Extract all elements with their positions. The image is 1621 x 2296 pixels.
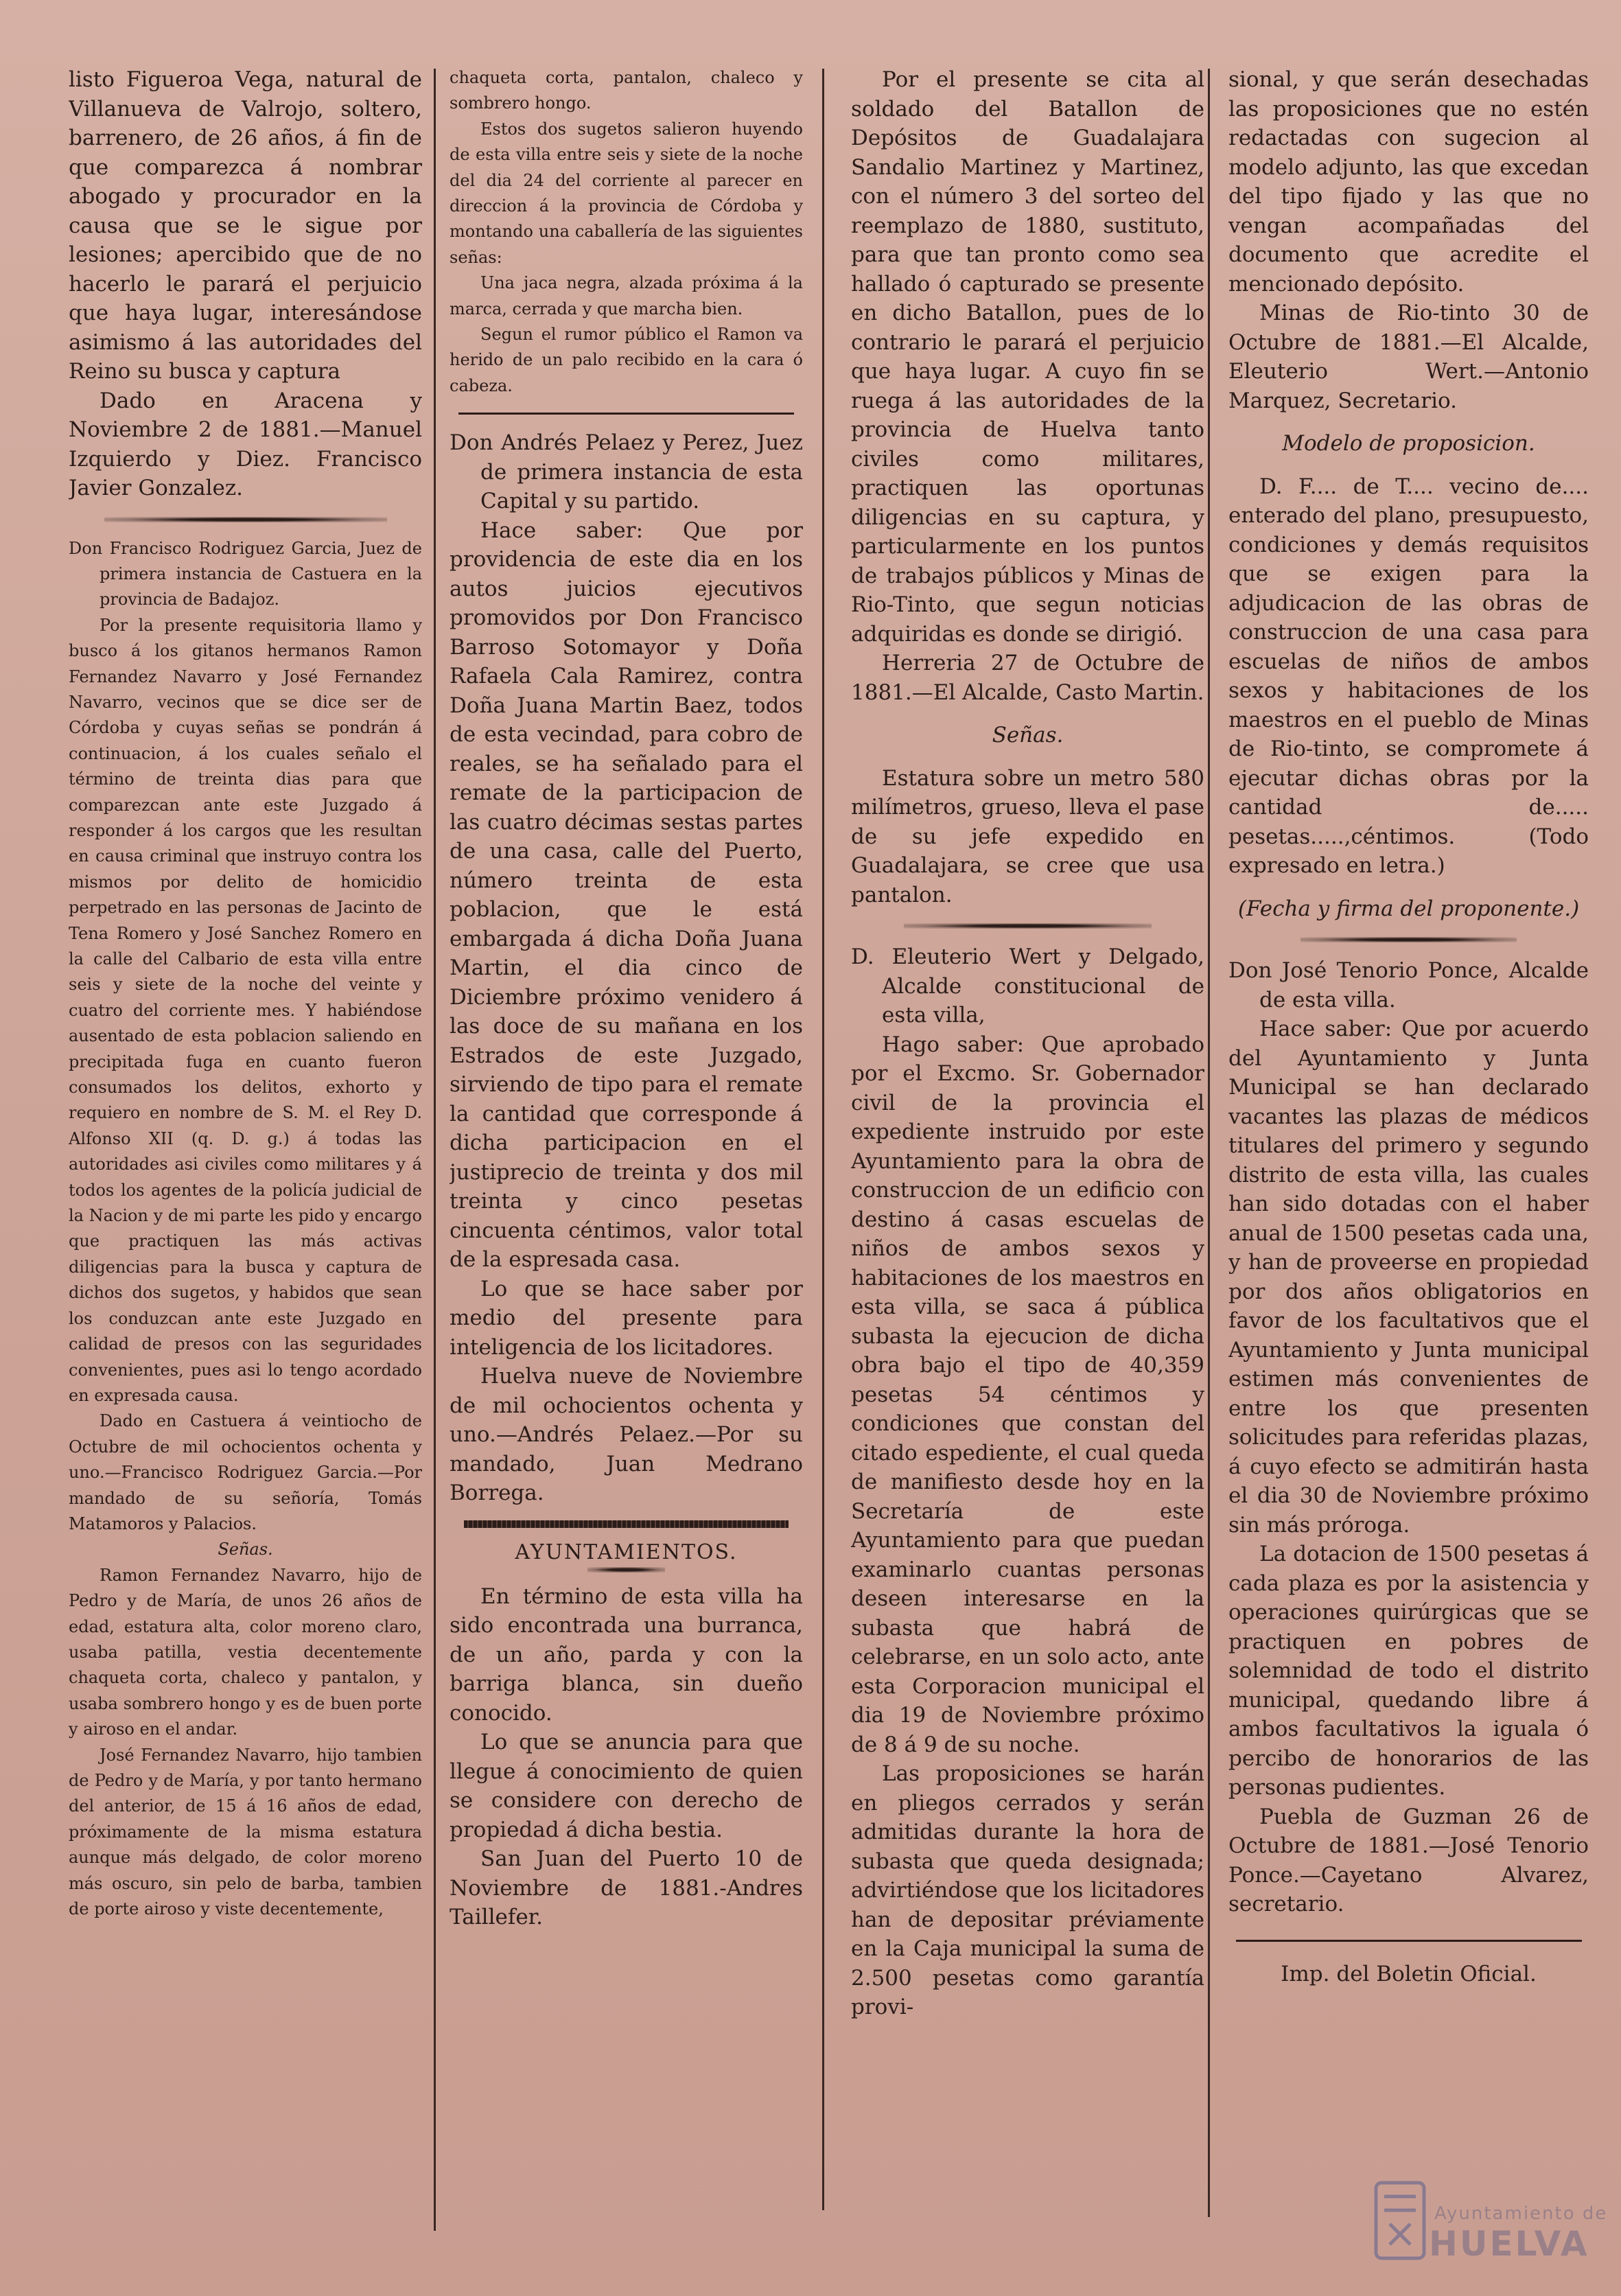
column-2 [450, 65, 803, 1932]
c2-clothing-end: chaqueta corta, pantalon, chaleco y sombrero hongo. [450, 68, 803, 113]
c3-hago-saber: Hago saber: Que aprobado por el Excmo. Sr. Gobernador civil de la provincia el expediente instruido por este Ayuntamiento para la obra de construccion de un edificio con destino á casas escuelas de niños de ambos sexos y habitaciones de los maestros en esta villa, se saca á pública subasta la ejecucion de dicha obra bajo el tipo de 40,359 pesetas 54 céntimos y condiciones que constan del citado espediente, el cual queda de manifiesto desde hoy en la Secretaría de este Ayuntamiento para que puedan examinarlo cuantas personas deseen interesarse en la subasta que habrá de celebrarse, en un solo acto, ante esta Corporacion municipal el dia 19 de Noviembre próximo de 8 á 9 de su noche. [851, 1032, 1204, 1757]
c3-cita-soldado: Por el presente se cita al soldado del Batallon de Depósitos de Guadalajara Sandalio Martinez y Martinez, con el número 3 del sorteo del reemplazo de 1880, sustituto, para que tan pronto como sea hallado ó capturado se presente en dicho Batallon, pues de lo contrario le parará el perjuicio que haya lugar. A cuyo fin se ruega á las autoridades de la provincia de Huelva tanto civiles como militares, practiquen las oportunas diligencias en su captura, y particularmente en los puntos de trabajos públicos y Minas de Rio-Tinto, que segun noticias adquiridas es donde se dirigió. [851, 67, 1204, 647]
c3-senas-body: Estatura sobre un metro 580 milímetros, grueso, lleva el pase de su jefe expedido en Guadalajara, se cree que usa pantalon. [851, 765, 1204, 907]
c3-alcalde-heading: D. Eleuterio Wert y Delgado, Alcalde constitucional de esta villa, [851, 944, 1204, 1028]
c3-dated: Herreria 27 de Octubre de 1881.—El Alcalde, Casto Martin. [851, 651, 1204, 705]
c1-divider [104, 517, 387, 522]
c2-divider-2 [464, 1520, 789, 1528]
c4-divider-2 [1236, 1940, 1582, 1942]
column-rule-3 [1208, 69, 1210, 2217]
c4-fecha-firma: (Fecha y firma del proponente.) [1237, 896, 1580, 921]
c4-dated: Minas de Rio-tinto 30 de Octubre de 1881.—El Alcalde, Eleuterio Wert.—Antonio Marquez, Secretario. [1228, 301, 1589, 413]
column-rule-1 [434, 69, 436, 2231]
column-3 [851, 65, 1204, 2022]
column-rule-2 [822, 69, 824, 2210]
column-4 [1228, 65, 1589, 1988]
c4-dated-2: Puebla de Guzman 26 de Octubre de 1881.—José Tenorio Ponce.—Cayetano Alvarez, secretario. [1228, 1804, 1589, 1916]
c4-hace-saber: Hace saber: Que por acuerdo del Ayuntamiento y Junta Municipal se han declarado vacantes las plazas de médicos titulares del primero y segundo distrito de esta villa, las cuales han sido dotadas con el haber anual de 1500 pesetas cada una, y han de proveerse en propiedad por dos años obligatorios en favor de los facultativos que el Ayuntamiento y Junta municipal estimen más convenientes de entre los que presenten solicitudes para referidas plazas, á cuyo efecto se admitirán hasta el dia 30 de Noviembre próximo sin más próroga. [1228, 1017, 1589, 1538]
c3-divider [904, 923, 1152, 929]
c1-judge-heading: Don Francisco Rodriguez Garcia, Juez de primera instancia de Castuera en la provincia de Badajoz. [69, 538, 422, 610]
c1-requisitoria-end: listo Figueroa Vega, natural de Villanueva de Valrojo, soltero, barrenero, de 26 años, á fin de que comparezca á nombrar abogado y procurador en la causa que se le sigue por lesiones; apercibido que de no hacerlo le parará el perjuicio que haya lugar, interesándose asimismo á las autoridades del Reino su busca y captura [69, 67, 422, 384]
c2-dated-2: San Juan del Puerto 10 de Noviembre de 1881.-Andres Taillefer. [450, 1846, 803, 1930]
c2-section-ayuntamientos: AYUNTAMIENTOS. [515, 1540, 738, 1564]
c3-senas-title: Señas. [992, 723, 1064, 747]
c1-senas-jose: José Fernandez Navarro, hijo tambien de Pedro y de María, y por tanto hermano del anterior, de 15 á 16 años de edad, próximamente de la misma estatura aunque más delgado, de color moreno más oscuro, sin pelo de barba, tambien de porte airoso y viste decentemente, [69, 1745, 422, 1919]
c2-horse: Una jaca negra, alzada próxima á la marca, cerrada y que marcha bien. [450, 273, 803, 318]
c2-rumor: Segun el rumor público el Ramon va herido de un palo recibido en la cara ó cabeza. [450, 325, 803, 395]
c1-requisitoria-body: Por la presente requisitoria llamo y busco á los gitanos hermanos Ramon Fernandez Navarro y José Fernandez Navarro, vecinos que se dice ser de Córdoba y cuyas señas se pondrán á continuacion, á los cuales señalo el término de treinta dias para que comparezcan ante este Juzgado á responder á los cargos que les resultan en causa criminal que instruyo contra los mismos por delito de homicidio perpetrado en las personas de Jacinto de Tena Romero y José Sanchez Romero en la calle del Calbario de esta villa entre seis y siete de la noche del veinte y cuatro del corriente mes. Y habiéndose ausentado de esta poblacion saliendo en precipitada fuga en cuanto fueron consumados los delitos, exhorto y requiero en nombre de S. M. el Rey D. Alfonso XII (q. D. g.) á todas las autoridades asi civiles como militares y á todos los agentes de la policía judicial de la Nacion y de mi parte les pido y encargo que practiquen las más activas diligencias para la busca y captura de dichos dos sugetos, y habidos que sean los conduzcan ante este Juzgado en calidad de presos con las seguridades convenientes, pues asi lo tengo acordado en expresada causa. [69, 615, 422, 1405]
c2-burranca: En término de esta villa ha sido encontrada una burranca, de un año, parda y con la barriga blanca, sin dueño conocido. [450, 1584, 803, 1726]
c2-hace-saber: Hace saber: Que por providencia de este dia en los autos juicios ejecutivos promovidos por Don Francisco Barroso Sotomayor y Doña Rafaela Cala Ramirez, contra Doña Juana Martin Baez, todos de esta vecindad, para cobro de reales, se ha señalado para el remate de la participacion de las cuatro décimas sestas partes de una casa, calle del Puerto, número treinta de esta poblacion, que le está embargada á dicha Doña Juana Martin, el dia cinco de Diciembre próximo venidero á las doce de su mañana en los Estrados de este Juzgado, sirviendo de tipo para el remate la cantidad que corresponde á dicha participacion en el justiprecio de treinta y dos mil treinta y cinco pesetas cincuenta céntimos, valor total de la espresada casa. [450, 518, 803, 1273]
c1-senas-title: Señas. [218, 1540, 273, 1559]
logo-line-2: HUELVA [1429, 2224, 1589, 2264]
c2-judge-heading: Don Andrés Pelaez y Perez, Juez de primera instancia de esta Capital y su partido. [450, 430, 803, 514]
c4-alcalde-heading: Don José Tenorio Ponce, Alcalde de esta villa. [1228, 958, 1589, 1012]
c4-imprenta: Imp. del Boletin Oficial. [1281, 1961, 1537, 1986]
c2-section-ornament [587, 1567, 665, 1573]
c1-dated-2: Dado en Castuera á veintiocho de Octubre de mil ochocientos ochenta y uno.—Francisco Rodriguez Garcia.—Por mandado de su señoría, Tomás Matamoros y Palacios. [69, 1411, 422, 1533]
logo-line-1: Ayuntamiento de [1434, 2203, 1608, 2224]
c1-senas-ramon: Ramon Fernandez Navarro, hijo de Pedro y de María, de unos 26 años de edad, estatura alta, color moreno claro, usaba patilla, vestia decentemente chaqueta corta, chaleco y pantalon, y usaba sombrero hongo y es de buen porte y airoso en el andar. [69, 1565, 422, 1739]
c2-licitadores: Lo que se hace saber por medio del presente para inteligencia de los licitadores. [450, 1276, 803, 1360]
c3-proposiciones: Las proposiciones se harán en pliegos cerrados y serán admitidas durante la hora de subasta que queda designada; advirtiéndose que los licitadores han de depositar préviamente en la Caja municipal la suma de 2.500 pesetas como garantía provi- [851, 1761, 1204, 2019]
c2-anuncia: Lo que se anuncia para que llegue á conocimiento de quien se considere con derecho de propiedad á dicha bestia. [450, 1730, 803, 1842]
c4-modelo-title: Modelo de proposicion. [1282, 431, 1535, 456]
c2-divider-1 [458, 413, 794, 415]
c1-dated: Dado en Aracena y Noviembre 2 de 1881.—Manuel Izquierdo y Diez. Francisco Javier Gonzalez. [69, 388, 422, 500]
column-1 [69, 65, 422, 1922]
c4-modelo-body: D. F.... de T.... vecino de.... enterado del plano, presupuesto, condiciones y demás requisitos que se exigen para la adjudicacion de las obras de construccion de una casa para escuelas de niños de ambos sexos y habitaciones de los maestros en el pueblo de Minas de Rio-tinto, se compromete á ejecutar dichas obras por la cantidad de..... pesetas.....,céntimos. (Todo expresado en letra.) [1228, 474, 1589, 878]
c4-divider-1 [1301, 937, 1517, 942]
c2-dated: Huelva nueve de Noviembre de mil ochocientos ochenta y uno.—Andrés Pelaez.—Por su mandado, Juan Medrano Borrega. [450, 1364, 803, 1506]
c2-fled: Estos dos sugetos salieron huyendo de esta villa entre seis y siete de la noche del dia 24 del corriente al parecer en direccion á la provincia de Córdoba y montando una caballería de las siguientes señas: [450, 119, 803, 267]
c4-sional: sional, y que serán desechadas las proposiciones que no estén redactadas con sugecion al modelo adjunto, las que excedan del tipo fijado y las que no vengan acompañadas del documento que acredite el mencionado depósito. [1228, 67, 1589, 297]
c4-dotacion: La dotacion de 1500 pesetas á cada plaza es por la asistencia y operaciones quirúrgicas que se practiquen en pobres de solemnidad de todo el distrito municipal, quedando libre á ambos facultativos la iguala ó percibo de honorarios de las personas pudientes. [1228, 1542, 1589, 1800]
